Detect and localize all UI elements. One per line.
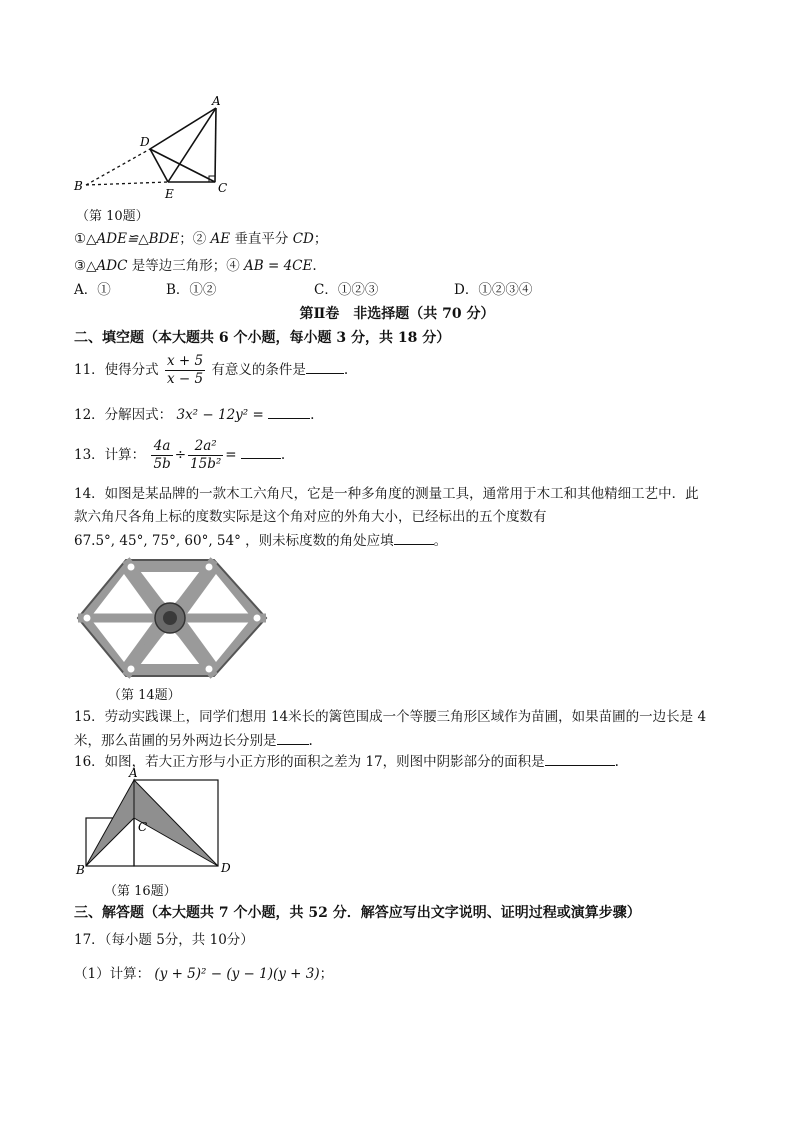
- q15-line2: [74, 730, 313, 751]
- q10-s4-end: .: [312, 258, 317, 274]
- q10-s2-a: AE: [210, 231, 231, 247]
- q10-s3-text: 是等边三角形；④: [131, 258, 240, 274]
- q12-expr: 3x² − 12y² =: [176, 407, 264, 423]
- q14-degrees: 67.5°, 45°, 75°, 60°, 54°: [74, 533, 241, 549]
- q16-text: 16．如图，若大正方形与小正方形的面积之差为 17，则图中阴影部分的面积是: [74, 754, 545, 770]
- corner-hole: [128, 564, 135, 571]
- q10-s1-sep: ；②: [179, 231, 207, 247]
- corner-hole: [84, 615, 91, 622]
- q15-answer-blank[interactable]: [277, 730, 309, 745]
- section2-title: 第Ⅱ卷 非选择题（共 70 分）: [299, 306, 495, 322]
- q10-s2-end: ；: [313, 231, 328, 247]
- q13-operator: ÷: [174, 447, 187, 463]
- q16-answer-blank[interactable]: [545, 751, 615, 766]
- label-D: D: [140, 135, 150, 149]
- label-B: B: [76, 863, 85, 877]
- figure-q16: [74, 768, 244, 878]
- q13-fraction-1: [151, 438, 172, 473]
- label-C: C: [218, 181, 228, 195]
- label-C: C: [138, 820, 148, 834]
- label-B: B: [74, 179, 83, 193]
- shaded-region: [86, 780, 134, 866]
- q10-s2-b: CD: [292, 231, 314, 247]
- q12-prefix: 12．分解因式：: [74, 407, 173, 423]
- line-BE-dashed: [86, 182, 168, 185]
- corner-hole: [206, 666, 213, 673]
- corner-hole: [254, 615, 261, 622]
- q14-line3: [74, 530, 447, 551]
- q12-end: .: [310, 407, 315, 423]
- q12-answer-blank[interactable]: [268, 404, 310, 419]
- q11-numerator: x + 5: [166, 353, 204, 369]
- q10-s3-num: ③: [74, 258, 87, 274]
- center-knob-core: [163, 611, 177, 625]
- q13-f1-numerator: 4a: [151, 438, 172, 456]
- q10-s1-expr: △ADE≌△BDE: [86, 231, 180, 247]
- q13-f1-denominator: 5b: [153, 456, 171, 472]
- caption-q16: （第 16题）: [104, 884, 177, 899]
- q15-line2-text: 米，那么苗圃的另外两边长分别是: [74, 733, 277, 749]
- q13-f2-numerator: 2a²: [188, 438, 223, 456]
- q14-end: 。: [433, 533, 448, 549]
- q11-denominator: x − 5: [166, 371, 204, 387]
- section2-heading: 二、填空题（本大题共 6 个小题，每小题 3 分，共 18 分）: [74, 330, 451, 346]
- q10-statements-1: [74, 229, 327, 249]
- corner-hole: [206, 564, 213, 571]
- line-BD-dashed: [86, 149, 150, 185]
- q11-prefix: 11．使得分式: [74, 362, 159, 378]
- q17-p1-prefix: （1）计算：: [74, 966, 151, 982]
- q13-f2-denominator: 15b²: [190, 456, 222, 472]
- q17-title: 17．（每小题 5分，共 10分）: [74, 932, 254, 948]
- section3-heading: 三、解答题（本大题共 7 个小题，共 52 分．解答应写出文字说明、证明过程或演算步骤）: [74, 905, 641, 921]
- label-A: A: [129, 768, 138, 780]
- figure-q10: [70, 92, 240, 204]
- q10-option-b: B．①②: [166, 282, 217, 298]
- q13: [74, 436, 285, 474]
- q11-suffix: 有意义的条件是: [211, 362, 306, 378]
- label-E: E: [165, 187, 174, 201]
- q10-s2-text: 垂直平分: [234, 231, 289, 247]
- q11-end: .: [343, 362, 349, 378]
- q14-line3-suffix: ，则未标度数的角处应填: [245, 533, 394, 549]
- q13-end: .: [280, 447, 286, 463]
- label-A: A: [212, 94, 221, 108]
- q10-option-a: A．①: [74, 282, 111, 298]
- q14-answer-blank[interactable]: [394, 530, 434, 545]
- q15-end: .: [308, 733, 313, 749]
- label-D: D: [221, 861, 231, 875]
- line-DA: [150, 108, 216, 149]
- q17-p1-end: ；: [319, 966, 334, 982]
- q13-equals: =: [225, 447, 237, 463]
- q10-statements-2: [74, 256, 317, 276]
- q10-option-c: C．①②③: [314, 282, 379, 298]
- q14-line2: 款六角尺各角上标的度数实际是这个角对应的外角大小，已经标出的五个度数有: [74, 509, 547, 525]
- q13-answer-blank[interactable]: [241, 444, 281, 459]
- hexagon-ruler-image: [74, 556, 274, 680]
- q14-line1: 14．如图是某品牌的一款木工六角尺，它是一种多角度的测量工具，通常用于木工和其他精细工艺中．此: [74, 486, 699, 502]
- q10-s3-expr: △ADC: [86, 258, 128, 274]
- caption-q10: （第 10题）: [76, 209, 149, 224]
- q13-prefix: 13．计算：: [74, 447, 146, 463]
- q10-s1-num: ①: [74, 231, 87, 247]
- q11-answer-blank[interactable]: [306, 359, 344, 374]
- q13-fraction-2: [188, 438, 223, 473]
- q11: [74, 353, 348, 388]
- q12: [74, 404, 314, 425]
- q10-option-d: D．①②③④: [454, 282, 533, 298]
- q15-line1: 15．劳动实践课上，同学们想用 14米长的篱笆围成一个等腰三角形区域作为苗圃，如果苗圃的一边长是 4: [74, 709, 707, 725]
- q17-part1: [74, 964, 333, 984]
- q10-s4-expr: AB = 4CE: [244, 258, 313, 274]
- q16-end: .: [614, 754, 619, 770]
- q17-p1-expr: (y + 5)² − (y − 1)(y + 3): [154, 966, 320, 982]
- caption-q14: （第 14题）: [108, 688, 181, 703]
- corner-hole: [128, 666, 135, 673]
- q11-fraction: [165, 353, 205, 388]
- line-AC: [215, 108, 216, 182]
